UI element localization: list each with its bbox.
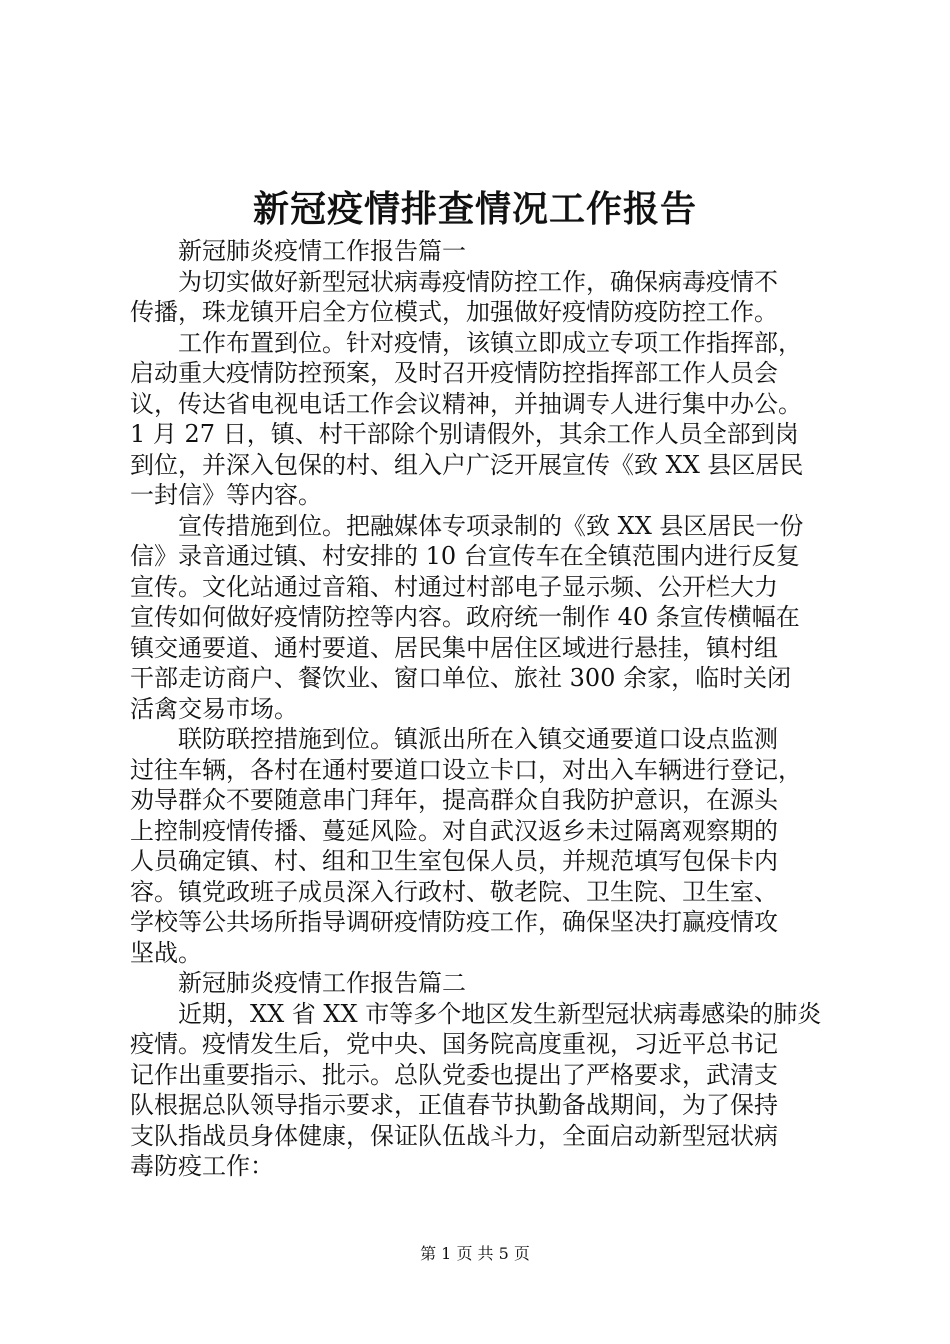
text-line: 毒防疫工作：: [130, 1152, 274, 1180]
document-title: 新冠疫情排查情况工作报告: [252, 188, 697, 230]
text-line: 坚战。: [130, 938, 202, 967]
text-line: 镇交通要道、通村要道、居民集中居住区域进行悬挂，镇村组: [130, 633, 778, 662]
document-body: [130, 236, 836, 1182]
text-line: 队根据总队领导指示要求，正值春节执勤备战期间，为了保持: [130, 1091, 778, 1119]
text-line: 宣传。文化站通过音箱、村通过村部电子显示频、公开栏大力: [130, 572, 778, 601]
text-line: 干部走访商户、餐饮业、窗口单位、旅社 300 余家，临时关闭: [130, 664, 792, 692]
text-line: 劝导群众不要随意串门拜年，提高群众自我防护意识，在源头: [130, 786, 778, 814]
text-line: 信》录音通过镇、村安排的 10 台宣传车在全镇范围内进行反复: [130, 542, 800, 570]
text-line: 议，传达省电视电话工作会议精神，并抽调专人进行集中办公。: [130, 389, 802, 418]
section-heading-2: 新冠肺炎疫情工作报告篇二: [178, 969, 466, 997]
text-line: 启动重大疫情防控预案，及时召开疫情防控指挥部工作人员会: [130, 359, 778, 387]
text-line: 工作布置到位。针对疫情，该镇立即成立专项工作指挥部，: [178, 328, 802, 357]
text-line: 疫情。疫情发生后，党中央、国务院高度重视，习近平总书记: [130, 1030, 778, 1058]
text-line: 宣传如何做好疫情防控等内容。政府统一制作 40 条宣传横幅在: [130, 603, 800, 631]
text-line: 活禽交易市场。: [130, 694, 298, 723]
text-line: 容。镇党政班子成员深入行政村、敬老院、卫生院、卫生室、: [130, 877, 778, 906]
text-line: 联防联控措施到位。镇派出所在入镇交通要道口设点监测: [178, 725, 778, 753]
text-line: 支队指战员身体健康，保证队伍战斗力，全面启动新型冠状病: [130, 1121, 778, 1150]
page-footer: 第 1 页 共 5 页: [420, 1244, 530, 1263]
text-line: 1 月 27 日，镇、村干部除个别请假外，其余工作人员全部到岗: [130, 420, 799, 448]
text-line: 学校等公共场所指导调研疫情防疫工作，确保坚决打赢疫情攻: [130, 908, 778, 936]
text-line: 记作出重要指示、批示。总队党委也提出了严格要求，武清支: [130, 1060, 778, 1089]
text-line: 过往车辆，各村在通村要道口设立卡口，对出入车辆进行登记，: [130, 755, 802, 784]
text-line: 上控制疫情传播、蔓延风险。对自武汉返乡未过隔离观察期的: [130, 816, 778, 845]
text-line: 人员确定镇、村、组和卫生室包保人员，并规范填写包保卡内: [130, 847, 778, 875]
text-line: 到位，并深入包保的村、组入户广泛开展宣传《致 XX 县区居民: [130, 450, 804, 479]
text-line: 一封信》等内容。: [130, 481, 322, 509]
text-line: 近期，XX 省 XX 市等多个地区发生新型冠状病毒感染的肺炎: [178, 999, 822, 1028]
text-line: 宣传措施到位。把融媒体专项录制的《致 XX 县区居民一份: [178, 511, 804, 540]
section-heading-1: 新冠肺炎疫情工作报告篇一: [178, 237, 466, 265]
text-line: 为切实做好新型冠状病毒疫情防控工作，确保病毒疫情不: [178, 267, 778, 296]
text-line: 传播，珠龙镇开启全方位模式，加强做好疫情防疫防控工作。: [130, 298, 778, 326]
